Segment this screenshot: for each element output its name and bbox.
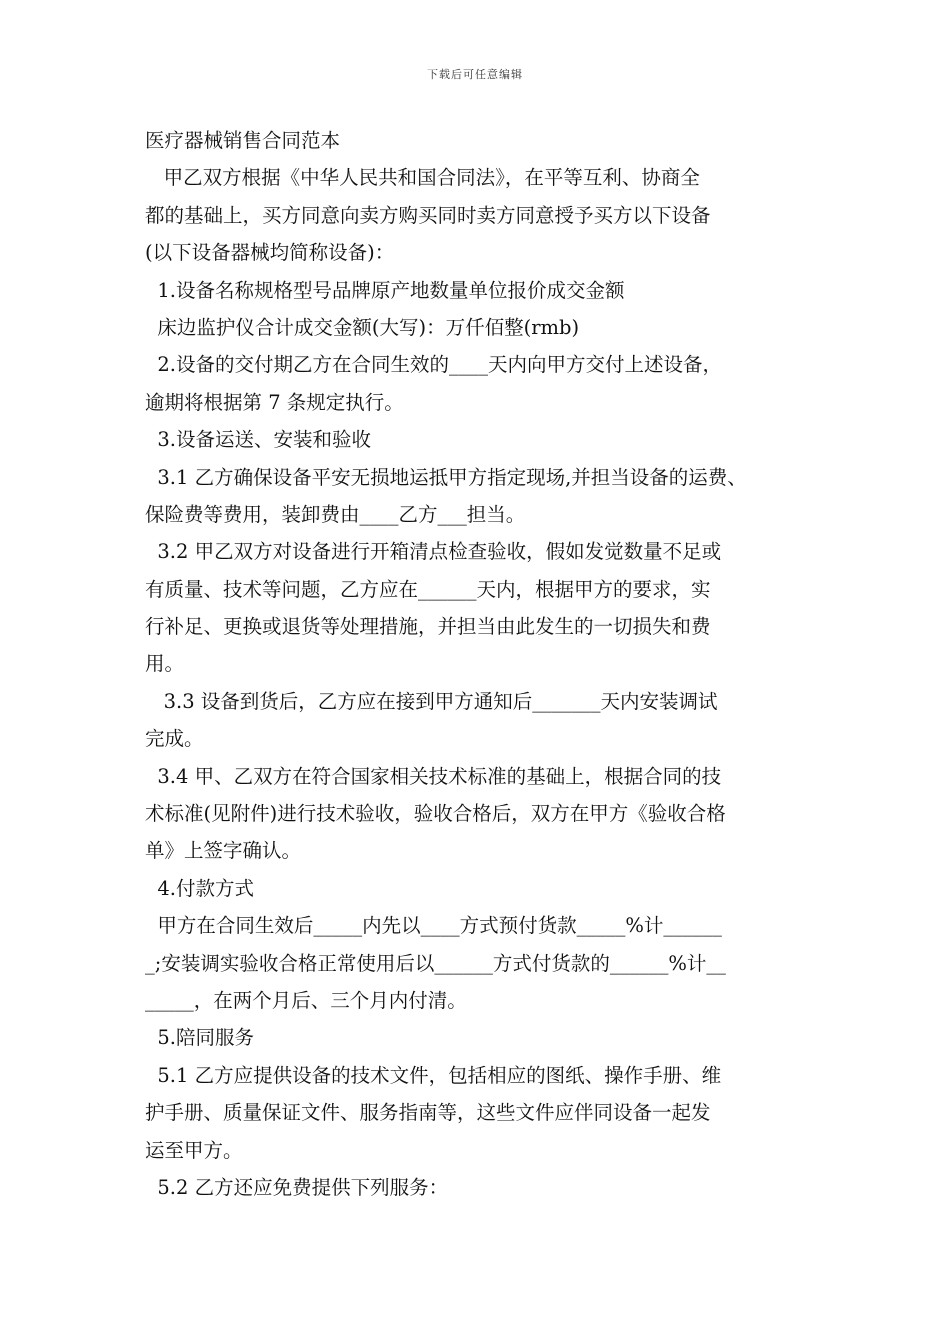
paragraph-line: 逾期将根据第 7 条规定执行。 bbox=[145, 390, 404, 414]
paragraph-line: 3.2 甲乙双方对设备进行开箱清点检查验收，假如发觉数量不足或 bbox=[145, 540, 722, 564]
paragraph-line: _;安装调实验收合格正常使用后以______方式付货款的______%计__ bbox=[145, 951, 726, 975]
paragraph-line: 术标准(见附件)进行技术验收，验收合格后，双方在甲方《验收合格 bbox=[145, 802, 726, 826]
paragraph-line: 完成。 bbox=[145, 727, 204, 751]
paragraph-line: _____，在两个月后、三个月内付清。 bbox=[145, 988, 467, 1012]
paragraph-line: 单》上签字确认。 bbox=[145, 839, 302, 863]
paragraph-line: 护手册、质量保证文件、服务指南等，这些文件应伴同设备一起发 bbox=[145, 1101, 711, 1125]
document-title: 医疗器械销售合同范本 bbox=[145, 129, 341, 152]
paragraph-line: 3.设备运送、安装和验收 bbox=[145, 428, 372, 452]
paragraph-line: 运至甲方。 bbox=[145, 1138, 243, 1162]
paragraph-line: (以下设备器械均简称设备)： bbox=[145, 241, 395, 265]
paragraph-line: 4.付款方式 bbox=[145, 876, 255, 900]
paragraph-line: 行补足、更换或退货等处理措施，并担当由此发生的一切损失和费 bbox=[145, 615, 711, 639]
paragraph-line: 5.1 乙方应提供设备的技术文件，包括相应的图纸、操作手册、维 bbox=[145, 1063, 722, 1087]
paragraph-line: 3.4 甲、乙双方在符合国家相关技术标准的基础上，根据合同的技 bbox=[145, 764, 722, 788]
paragraph-line: 都的基础上，买方同意向卖方购买同时卖方同意授予买方以下设备 bbox=[145, 203, 711, 227]
paragraph-line: 3.1 乙方确保设备平安无损地运抵甲方指定现场,并担当设备的运费、 bbox=[145, 465, 747, 489]
paragraph-line: 甲乙双方根据《中华人民共和国合同法》，在平等互利、协商全 bbox=[145, 166, 700, 190]
paragraph-line: 甲方在合同生效后_____内先以____方式预付货款_____%计______ bbox=[145, 914, 722, 938]
header-note: 下载后可任意编辑 bbox=[427, 68, 523, 81]
document-body bbox=[145, 122, 815, 1206]
paragraph-line: 5.2 乙方还应免费提供下列服务： bbox=[145, 1175, 449, 1199]
paragraph-line: 3.3 设备到货后，乙方应在接到甲方通知后_______天内安装调试 bbox=[145, 689, 718, 713]
paragraph-line: 用。 bbox=[145, 652, 185, 676]
paragraph-line: 床边监护仪合计成交金额(大写)：万仟佰整(rmb) bbox=[145, 315, 580, 339]
paragraph-line: 保险费等费用，装卸费由____乙方___担当。 bbox=[145, 502, 526, 526]
paragraph-line: 有质量、技术等问题，乙方应在______天内，根据甲方的要求，实 bbox=[145, 577, 711, 601]
paragraph-line: 5.陪同服务 bbox=[145, 1026, 255, 1050]
paragraph-line: 1.设备名称规格型号品牌原产地数量单位报价成交金额 bbox=[145, 278, 625, 302]
paragraph-line: 2.设备的交付期乙方在合同生效的____天内向甲方交付上述设备， bbox=[145, 353, 723, 377]
